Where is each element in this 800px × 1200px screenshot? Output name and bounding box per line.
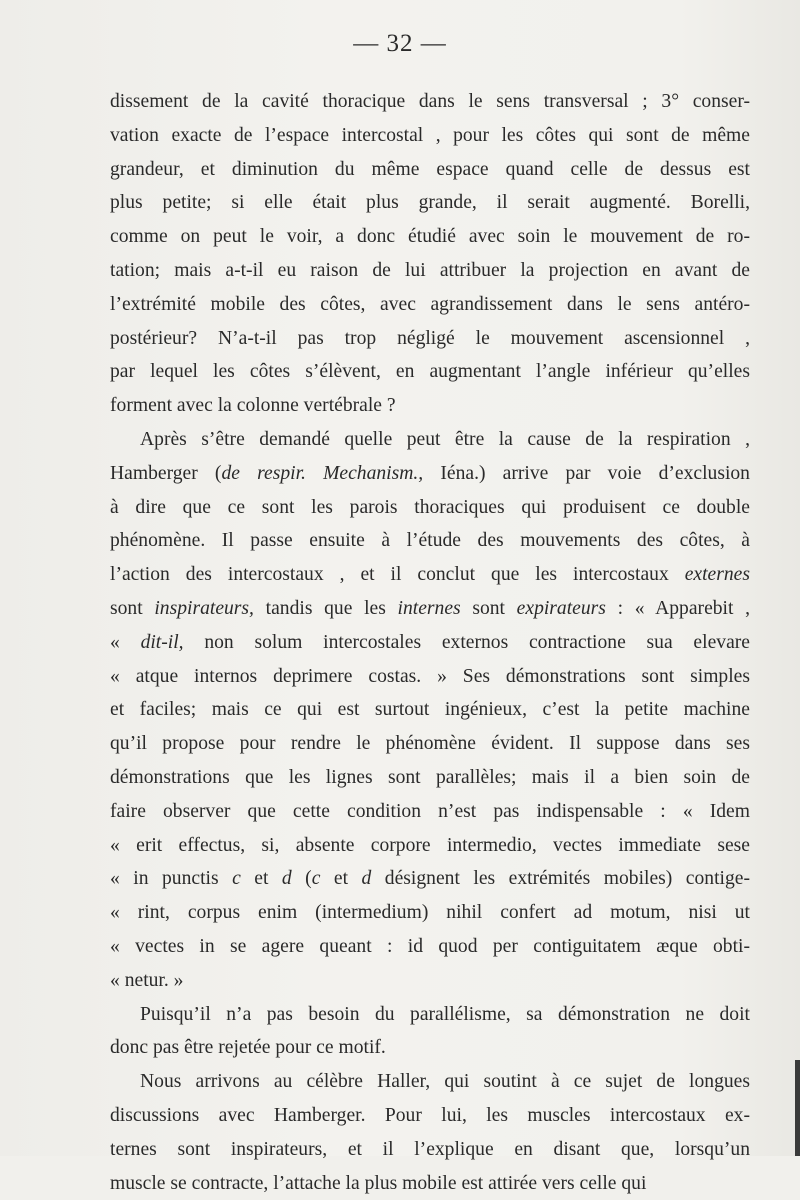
text-run: Après s’être demandé quelle peut être la cause de la respiration , bbox=[140, 429, 750, 450]
text-line bbox=[110, 254, 750, 288]
body-text bbox=[110, 85, 750, 1200]
text-run: discussions avec Hamberger. Pour lui, les muscles intercostaux ex- bbox=[110, 1105, 750, 1126]
text-run: désignent les extrémités mobiles) contige- bbox=[371, 868, 750, 889]
text-run: postérieur? N’a-t-il pas trop négligé le mouvement ascensionnel , bbox=[110, 328, 750, 349]
italic-text: inspirateurs, bbox=[154, 598, 254, 619]
text-run: comme on peut le voir, a donc étudié avec soin le mouvement de ro- bbox=[110, 226, 750, 247]
text-run: tation; mais a-t-il eu raison de lui attribuer la projection en avant de bbox=[110, 260, 750, 281]
text-run: « netur. » bbox=[110, 970, 183, 991]
italic-text: dit-il, bbox=[141, 632, 184, 653]
text-line bbox=[110, 626, 750, 660]
page-number: — 32 — bbox=[0, 30, 800, 58]
text-run: plus petite; si elle était plus grande, il serait augmenté. Borelli, bbox=[110, 192, 750, 213]
text-run: non solum intercostales externos contractione sua elevare bbox=[184, 632, 750, 653]
text-line bbox=[110, 288, 750, 322]
text-line bbox=[110, 153, 750, 187]
italic-text: d bbox=[362, 868, 372, 889]
text-line bbox=[110, 930, 750, 964]
text-run: et bbox=[320, 868, 361, 889]
text-run: : « Apparebit , bbox=[606, 598, 750, 619]
text-run: phénomène. Il passe ensuite à l’étude des mouvements des côtes, à bbox=[110, 530, 750, 551]
text-run: muscle se contracte, l’attache la plus mobile est attirée vers celle qui bbox=[110, 1173, 646, 1194]
text-line bbox=[110, 1099, 750, 1133]
text-run: ( bbox=[292, 868, 312, 889]
italic-text: c bbox=[312, 868, 321, 889]
text-run: et faciles; mais ce qui est surtout ingénieux, c’est la petite machine bbox=[110, 699, 750, 720]
text-run: « vectes in se agere queant : id quod per contiguitatem æque obti- bbox=[110, 936, 750, 957]
italic-text: internes bbox=[398, 598, 461, 619]
text-run: « erit effectus, si, absente corpore intermedio, vectes immediate sese bbox=[110, 835, 750, 856]
text-run: l’extrémité mobile des côtes, avec agrandissement dans le sens antéro- bbox=[110, 294, 750, 315]
text-line bbox=[110, 457, 750, 491]
text-run: Nous arrivons au célèbre Haller, qui soutint à ce sujet de longues bbox=[140, 1071, 750, 1092]
text-line bbox=[110, 524, 750, 558]
text-line bbox=[110, 220, 750, 254]
text-run: sont bbox=[110, 598, 154, 619]
text-line bbox=[110, 491, 750, 525]
text-run: grandeur, et diminution du même espace quand celle de dessus est bbox=[110, 159, 750, 180]
text-run: par lequel les côtes s’élèvent, en augmentant l’angle inférieur qu’elles bbox=[110, 361, 750, 382]
text-run: « in punctis bbox=[110, 868, 232, 889]
text-line bbox=[110, 423, 750, 457]
text-run: tandis que les bbox=[254, 598, 398, 619]
text-line bbox=[110, 558, 750, 592]
text-run: faire observer que cette condition n’est pas indispensable : « Idem bbox=[110, 801, 750, 822]
text-run: ternes sont inspirateurs, et il l’explique en disant que, lorsqu’un bbox=[110, 1139, 750, 1160]
text-run: et bbox=[241, 868, 282, 889]
text-line bbox=[110, 761, 750, 795]
page-edge-shadow bbox=[795, 1060, 800, 1156]
text-line bbox=[110, 592, 750, 626]
text-line bbox=[110, 85, 750, 119]
text-run: Iéna.) arrive par voie d’exclusion bbox=[423, 463, 750, 484]
text-line bbox=[110, 186, 750, 220]
text-line bbox=[110, 829, 750, 863]
text-line bbox=[110, 355, 750, 389]
text-run: dissement de la cavité thoracique dans le sens transversal ; 3° conser- bbox=[110, 91, 750, 112]
text-line bbox=[110, 389, 750, 423]
text-run: qu’il propose pour rendre le phénomène évident. Il suppose dans ses bbox=[110, 733, 750, 754]
text-line bbox=[110, 693, 750, 727]
text-run: « rint, corpus enim (intermedium) nihil confert ad motum, nisi ut bbox=[110, 902, 750, 923]
text-run: donc pas être rejetée pour ce motif. bbox=[110, 1037, 386, 1058]
text-line bbox=[110, 862, 750, 896]
text-run: l’action des intercostaux , et il conclut que les intercostaux bbox=[110, 564, 685, 585]
italic-text: externes bbox=[685, 564, 750, 585]
text-line bbox=[110, 795, 750, 829]
italic-text: de respir. Mechanism., bbox=[221, 463, 423, 484]
text-line bbox=[110, 1065, 750, 1099]
text-line bbox=[110, 896, 750, 930]
text-run: « bbox=[110, 632, 141, 653]
text-line bbox=[110, 998, 750, 1032]
text-run: à dire que ce sont les parois thoraciques qui produisent ce double bbox=[110, 497, 750, 518]
italic-text: d bbox=[282, 868, 292, 889]
text-line bbox=[110, 1031, 750, 1065]
text-run: forment avec la colonne vertébrale ? bbox=[110, 395, 396, 416]
text-line bbox=[110, 1133, 750, 1167]
italic-text: c bbox=[232, 868, 241, 889]
text-run: « atque internos deprimere costas. » Ses démonstrations sont simples bbox=[110, 666, 750, 687]
text-line bbox=[110, 964, 750, 998]
text-run: Hamberger ( bbox=[110, 463, 221, 484]
text-run: démonstrations que les lignes sont parallèles; mais il a bien soin de bbox=[110, 767, 750, 788]
text-line bbox=[110, 727, 750, 761]
italic-text: expirateurs bbox=[517, 598, 606, 619]
text-run: Puisqu’il n’a pas besoin du parallélisme, sa démonstration ne doit bbox=[140, 1004, 750, 1025]
text-line bbox=[110, 1167, 750, 1200]
text-line bbox=[110, 119, 750, 153]
text-run: sont bbox=[461, 598, 517, 619]
text-line bbox=[110, 322, 750, 356]
text-run: vation exacte de l’espace intercostal , pour les côtes qui sont de même bbox=[110, 125, 750, 146]
text-line bbox=[110, 660, 750, 694]
